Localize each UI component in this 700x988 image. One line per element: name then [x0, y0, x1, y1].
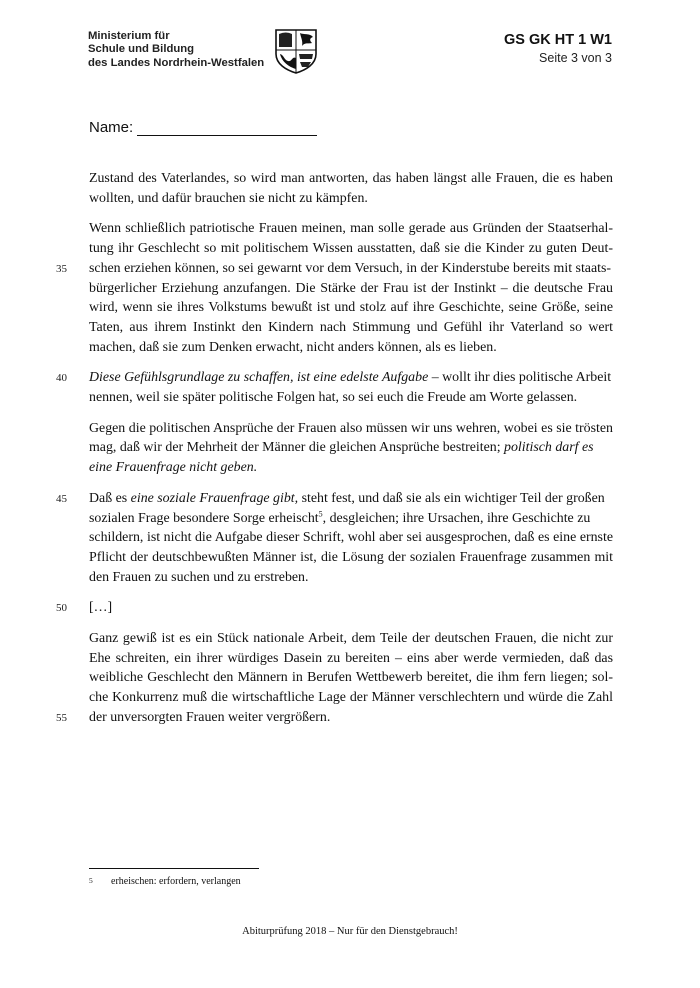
text-line [89, 458, 613, 478]
ellipsis-marker: […] [89, 600, 113, 616]
line-number: 35 [56, 262, 67, 275]
text-line: Wenn schließlich patriotische Frauen meinen, man solle gerade aus Gründen der Staatserhal- [89, 221, 613, 237]
name-field [89, 119, 317, 136]
line-number: 40 [56, 372, 67, 385]
ministry-line-1: Ministerium für [88, 30, 170, 42]
italic-emphasis: politisch darf es [504, 440, 594, 456]
paragraph [56, 219, 613, 357]
text-fragment: , desgleichen; ihre Ursachen, ihre Geschichte zu [322, 510, 591, 526]
name-label: Name: [89, 119, 134, 136]
italic-emphasis: Diese Gefühlsgrundlage zu schaffen, ist eine edelste Aufgabe [89, 370, 429, 386]
text-line [89, 438, 613, 458]
ministry-line-2: Schule und Bildung [88, 43, 195, 56]
page-indicator: Seite 3 von 3 [539, 51, 612, 65]
paragraph [89, 419, 613, 478]
name-blank-line[interactable] [137, 120, 317, 136]
text-fragment: steht fest, und daß sie als ein wichtiger Teil der großen [298, 490, 605, 506]
nrw-coat-of-arms-icon [272, 28, 320, 74]
text-line: Ehe schreiten, ein ihrer würdiges Dasein zu bereiten – eins aber werde vermieden, daß das [89, 650, 613, 666]
text-line: schildern, ist nicht die Aufgabe dieser Schrift, wohl aber sei ausgesprochen, daß es eine ernste [89, 530, 613, 546]
ministry-line-3: des Landes Nordrhein-Westfalen [88, 56, 265, 69]
line-number: 45 [56, 492, 67, 505]
text-fragment: der unversorgten Frauen weiter vergrößern. [89, 709, 331, 725]
text-line: weibliche Geschlecht den Männern in Berufen Wettbewerb bereitet, die ihm fern liegen; sol- [89, 670, 613, 686]
paragraph [56, 598, 613, 618]
text-line: machen, daß sie zum Denken erwacht, nicht anders können, als es lieben. [89, 339, 497, 355]
text-line: Taten, aus ihrem Instinkt den Kindern nach Stimmung und Gefühl ihr Vaterland so wert [89, 319, 613, 335]
text-line-numbered [56, 708, 613, 728]
footnote-marker[interactable]: 5 [318, 508, 323, 518]
footnote-number: 5 [89, 876, 93, 885]
text-line: nennen, weil sie später politische Folgen hat, so sei euch die Freude am Worte gelassen. [89, 390, 578, 406]
text-line: Zustand des Vaterlandes, so wird man antworten, das haben längst alle Frauen, die es haben [89, 171, 613, 186]
text-line: bürgerlicher Erziehung anzufangen. Die Stärke der Frau ist der Instinkt – die deutsche Frau [89, 280, 613, 296]
line-number: 50 [56, 602, 67, 615]
text-line [89, 509, 613, 529]
text-line-numbered [56, 598, 613, 618]
line-number: 55 [56, 711, 67, 724]
text-line: che Konkurrenz muß die wirtschaftliche Lage der Männer verschlechtern und würde die Zahl [89, 690, 613, 706]
italic-emphasis: eine Frauenfrage nicht geben. [89, 460, 258, 476]
text-fragment: sozialen Frage besondere Sorge erheischt [89, 510, 319, 526]
footnote [89, 876, 241, 887]
text-line: Ganz gewiß ist es ein Stück nationale Arbeit, dem Teile der deutschen Frauen, die nicht zur [89, 631, 613, 647]
italic-emphasis: eine soziale Frauenfrage gibt, [130, 490, 299, 506]
text-line: Pflicht der deutschbewußten Männer ist, die Lösung der sozialen Frauenfrage zusammen mit [89, 549, 613, 565]
paragraph [56, 629, 613, 728]
text-line-numbered [56, 368, 613, 388]
text-fragment: mag, daß wir der Mehrheit der Männer die gleichen Ansprüche bestreiten; [89, 440, 505, 456]
text-line: den Frauen zu suchen und zu erstreben. [89, 569, 309, 585]
text-line: wird, wenn sie ihres Volkstums bewußt ist und stolz auf ihre Geschichte, seine Größe, seine [89, 300, 613, 316]
text-line-numbered [56, 489, 613, 509]
exam-code: GS GK HT 1 W1 [504, 32, 612, 48]
text-line: Gegen die politischen Ansprüche der Frauen also müssen wir uns wehren, wobei es sie trösten [89, 420, 613, 436]
text-fragment: – wollt ihr dies politische Arbeit [428, 370, 612, 386]
ministry-name [88, 30, 264, 70]
paragraph [56, 368, 613, 407]
footnote-divider [89, 868, 259, 869]
text-line: tung ihr Geschlecht so mit politischem Wissen ausstatten, daß sie die Kinder zu guten Deut- [89, 241, 613, 257]
footnote-text: erheischen: erfordern, verlangen [111, 876, 241, 887]
paragraph [89, 169, 613, 208]
paragraph [56, 489, 613, 588]
text-line: schen erziehen können, so sei gewarnt vor dem Versuch, in der Kinderstube bereits mit staats- [89, 260, 612, 276]
text-line: wollten, und dafür brauchen sie nicht zu kämpfen. [89, 190, 368, 206]
page-footer: Abiturprüfung 2018 – Nur für den Dienstgebrauch! [242, 926, 458, 937]
text-line-numbered [56, 259, 613, 279]
document-body [56, 169, 613, 739]
text-fragment: Daß es [89, 490, 131, 506]
